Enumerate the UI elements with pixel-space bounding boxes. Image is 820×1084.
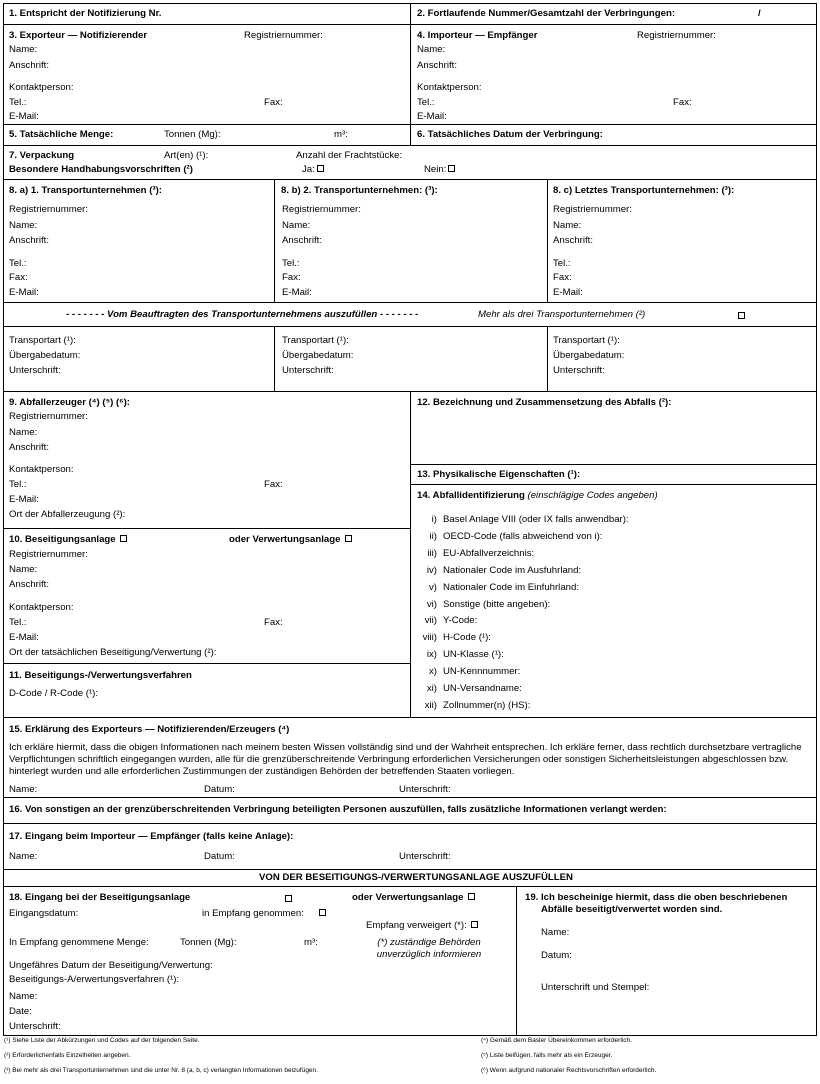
waste-id-item-label: OECD-Code (falls abweichend von i): — [443, 530, 603, 542]
carrier-b-sign: Unterschrift: — [282, 365, 334, 376]
facility-banner-text: VON DER BESEITIGUNGS-/VERWERTUNGSANLAGE AUSZUFÜLLEN — [259, 872, 573, 883]
section-5 — [3, 124, 411, 146]
waste-id-item-label: Nationaler Code im Einfuhrland: — [443, 581, 579, 593]
disposal-facility-checkbox[interactable] — [120, 535, 127, 542]
importer-tel-label: Tel.: — [417, 97, 435, 108]
section-15-declaration — [3, 717, 817, 798]
section-9-title: 9. Abfallerzeuger (⁴) (⁵) (⁶): — [9, 397, 130, 408]
waste-id-item-label: Basel Anlage VIII (oder IX falls anwendbar): — [443, 514, 629, 525]
carrier-b-address: Anschrift: — [282, 235, 322, 246]
waste-id-item-label: H-Code (¹): — [443, 632, 491, 644]
waste-id-item — [411, 514, 816, 527]
facility-email: E-Mail: — [9, 632, 39, 643]
carrier-b-tel: Tel.: — [282, 258, 300, 269]
producer-contact: Kontaktperson: — [9, 464, 74, 475]
footnote-5: (⁵) Liste beifügen, falls mehr als ein Erzeuger. — [481, 1052, 613, 1059]
section-17-receipt — [3, 823, 817, 870]
section-13-properties — [410, 464, 817, 485]
section-9-producer — [3, 391, 411, 529]
special-handling-label: Besondere Handhabungsvorschriften (²) — [9, 164, 193, 175]
waste-id-item — [411, 649, 816, 662]
receipt-date: Datum: — [204, 851, 235, 862]
waste-id-item-number: viii) — [422, 632, 437, 644]
waste-id-item-label: UN-Versandname: — [443, 683, 522, 694]
received-tonnes-label: Tonnen (Mg): — [180, 937, 237, 948]
quantity-m3-label: m³: — [334, 129, 348, 140]
waste-id-item — [411, 565, 816, 578]
rejected-checkbox[interactable] — [471, 921, 478, 928]
carrier-a-tel: Tel.: — [9, 258, 27, 269]
facility-site: Ort der tatsächlichen Beseitigung/Verwertung (²): — [9, 647, 217, 658]
shipment-slash: / — [758, 8, 761, 19]
section-8b-title: 8. b) 2. Transportunternehmen: (³): — [281, 185, 438, 196]
footnote-3: (³) Bei mehr als drei Transportunternehmen sind die unter Nr. 8 (a, b, c) verlangten Informationen beizufügen. — [4, 1067, 318, 1074]
section-3-title: 3. Exporteur — Notifizierender — [9, 30, 148, 41]
importer-fax-label: Fax: — [673, 97, 692, 108]
carrier-c-email: E-Mail: — [553, 287, 583, 298]
waste-id-item-number: vii) — [424, 615, 437, 627]
carrier-agent-banner-text: - - - - - - - Vom Beauftragten des Transportunternehmens auszufüllen - - - - - - - — [66, 309, 419, 320]
section-12-title: 12. Bezeichnung und Zusammensetzung des Abfalls (²): — [417, 397, 672, 408]
exporter-address-label: Anschrift: — [9, 60, 49, 71]
carrier-a-name: Name: — [9, 220, 38, 231]
carrier-b-name: Name: — [282, 220, 311, 231]
section-14-title: 14. Abfallidentifizierung — [417, 490, 525, 501]
importer-contact-label: Kontaktperson: — [417, 82, 482, 93]
yes-label: Ja: — [302, 164, 315, 175]
section-19-certificate — [516, 886, 817, 1036]
packages-count-label: Anzahl der Frachtstücke: — [296, 150, 403, 161]
facility-contact: Kontaktperson: — [9, 602, 74, 613]
disposal-receipt-checkbox[interactable] — [285, 895, 292, 902]
section-11-operation — [3, 663, 411, 718]
accepted-label: in Empfang genommen: — [202, 908, 304, 919]
facility-receipt-date: Date: — [9, 1006, 32, 1017]
waste-id-item-number: x) — [429, 666, 437, 678]
waste-id-item-number: xi) — [426, 683, 437, 694]
declaration-name: Name: — [9, 784, 38, 795]
waste-id-item-label: Y-Code: — [443, 615, 478, 627]
waste-id-item-number: ii) — [429, 530, 437, 542]
section-19-title: 19. Ich bescheinige hiermit, dass die oben beschriebenen Abfälle beseitigt/verwertet worden sind. — [525, 892, 788, 915]
importer-address-label: Anschrift: — [417, 60, 457, 71]
carrier-c-sign: Unterschrift: — [553, 365, 605, 376]
producer-fax: Fax: — [264, 479, 283, 490]
carrier-c-tel: Tel.: — [553, 258, 571, 269]
section-3-exporter — [3, 24, 411, 125]
carrier-a-mode: Transportart (¹): — [9, 335, 76, 346]
importer-email-label: E-Mail: — [417, 111, 447, 122]
facility-name: Name: — [9, 564, 38, 575]
section-8a-title: 8. a) 1. Transportunternehmen (³): — [9, 185, 162, 196]
exporter-registration-label: Registriernummer: — [244, 30, 323, 41]
carrier-a-fax: Fax: — [9, 272, 28, 283]
carrier-c-mode: Transportart (¹): — [553, 335, 620, 346]
quantity-tonnes-label: Tonnen (Mg): — [164, 129, 221, 140]
carrier-c-date: Übergabedatum: — [553, 350, 625, 361]
producer-registration: Registriernummer: — [9, 411, 88, 422]
recovery-facility-label: oder Verwertungsanlage — [229, 534, 341, 545]
facility-receipt-sign: Unterschrift: — [9, 1021, 61, 1032]
rejected-label: Empfang verweigert (*): — [366, 920, 467, 931]
carrier-c-registration: Registriernummer: — [553, 204, 632, 215]
section-7-packaging — [3, 145, 817, 180]
yes-checkbox[interactable] — [317, 165, 324, 172]
rejected — [366, 920, 478, 932]
accepted-checkbox[interactable] — [319, 909, 326, 916]
special-handling-yes — [302, 164, 324, 176]
carrier-a-sign: Unterschrift: — [9, 365, 61, 376]
section-8c-title: 8. c) Letztes Transportunternehmen: (³): — [553, 185, 735, 196]
section-5-title: 5. Tatsächliche Menge: — [9, 129, 114, 140]
section-14-identification — [410, 484, 817, 718]
waste-id-item — [411, 582, 816, 595]
footnote-4: (⁴) Gemäß dem Basler Übereinkommen erforderlich. — [481, 1037, 632, 1044]
facility-address: Anschrift: — [9, 579, 49, 590]
section-1 — [3, 3, 411, 25]
waste-id-item-number: xii) — [424, 699, 437, 711]
section-6 — [410, 124, 817, 146]
section-1-title: 1. Entspricht der Notifizierung Nr. — [9, 8, 162, 19]
received-m3-label: m³: — [304, 937, 318, 948]
movement-document-form — [3, 3, 817, 1079]
carrier-b-handover — [274, 326, 548, 392]
exporter-tel-label: Tel.: — [9, 97, 27, 108]
carrier-a-registration: Registriernummer: — [9, 204, 88, 215]
recovery-receipt-checkbox[interactable] — [468, 893, 475, 900]
certificate-name: Name: — [541, 927, 570, 938]
waste-id-item-label: UN-Kennnummer: — [443, 666, 521, 678]
waste-id-item-label: Nationaler Code im Ausfuhrland: — [443, 564, 582, 576]
carrier-c-fax: Fax: — [553, 272, 572, 283]
procedure-label: Beseitigungs-A/erwertungsverfahren (¹): — [9, 974, 180, 985]
section-4-importer — [410, 24, 817, 125]
section-11-title: 11. Beseitigungs-/Verwertungsverfahren — [9, 670, 192, 681]
receipt-sign: Unterschrift: — [399, 851, 451, 862]
recovery-receipt — [352, 892, 475, 904]
importer-name-label: Name: — [417, 44, 446, 55]
waste-id-item-label: Zollnummer(n) (HS): — [443, 699, 531, 711]
section-4-title: 4. Importeur — Empfänger — [417, 30, 538, 41]
section-16-additional — [3, 797, 817, 824]
declaration-text: Ich erkläre hiermit, dass die obigen Informationen nach meinem besten Wissen vollständig sind und der Wahrheit entsprechen. Ich erkläre ferner, dass rechtlich durchsetzbare vertragliche Verpflichtungen schriftlich eingegangen wurden, alle für die grenzüberschreitende Verbringung erforderlichen Versicherungen oder sonstigen Sicherheitsleistungen abgeschlossen bzw. hinterlegt wurden und alle erforderlichen Zustimmungen der zuständigen Behörden der betreffenden Staaten vorliegen. — [9, 742, 802, 777]
producer-email: E-Mail: — [9, 494, 39, 505]
waste-id-item-number: i) — [431, 514, 437, 525]
disposal-facility-label: 10. Beseitigungsanlage — [9, 534, 116, 545]
carrier-agent-banner — [3, 302, 817, 327]
importer-registration-label: Registriernummer: — [637, 30, 716, 41]
waste-id-item-number: iv) — [426, 564, 437, 576]
facility-tel: Tel.: — [9, 617, 27, 628]
section-6-title: 6. Tatsächliches Datum der Verbringung: — [417, 129, 603, 140]
carrier-a-email: E-Mail: — [9, 287, 39, 298]
facility-receipt-name: Name: — [9, 991, 38, 1002]
section-13-title: 13. Physikalische Eigenschaften (¹): — [417, 469, 581, 480]
section-18-title: 18. Eingang bei der Beseitigungsanlage — [9, 892, 191, 903]
carrier-b-mode: Transportart (¹): — [282, 335, 349, 346]
waste-id-item — [411, 531, 816, 544]
declaration-sign: Unterschrift: — [399, 784, 451, 795]
waste-id-list — [411, 485, 816, 717]
recovery-facility — [229, 534, 352, 546]
exporter-contact-label: Kontaktperson: — [9, 82, 74, 93]
producer-name: Name: — [9, 427, 38, 438]
accepted — [202, 908, 326, 920]
exporter-name-label: Name: — [9, 44, 38, 55]
waste-id-item-number: ix) — [426, 649, 437, 661]
declaration-date: Datum: — [204, 784, 235, 795]
section-8c-carrier — [547, 179, 817, 303]
section-7-title: 7. Verpackung — [9, 150, 75, 161]
more-carriers-label: Mehr als drei Transportunternehmen (²) — [478, 309, 646, 320]
waste-id-item — [411, 599, 816, 612]
footnote-1: (¹) Siehe Liste der Abkürzungen und Codes auf der folgenden Seite. — [4, 1037, 200, 1044]
special-handling-no — [424, 164, 455, 176]
inform-authorities-note: (*) zuständige Behörden unverzüglich informieren — [376, 937, 482, 960]
section-10-title — [9, 534, 127, 546]
waste-id-item-number: iii) — [427, 547, 437, 559]
waste-id-item — [411, 700, 816, 713]
carrier-c-handover — [547, 326, 817, 392]
carrier-c-name: Name: — [553, 220, 582, 231]
section-12-composition — [410, 391, 817, 465]
facility-registration: Registriernummer: — [9, 549, 88, 560]
facility-fax: Fax: — [264, 617, 283, 628]
no-checkbox[interactable] — [448, 165, 455, 172]
carrier-a-handover — [3, 326, 275, 392]
recovery-facility-checkbox[interactable] — [345, 535, 352, 542]
waste-id-item-label: UN-Klasse (¹): — [443, 649, 504, 661]
waste-id-item — [411, 548, 816, 561]
waste-id-item-number: v) — [429, 581, 437, 593]
carrier-a-date: Übergabedatum: — [9, 350, 81, 361]
section-18-facility-receipt — [3, 886, 517, 1036]
recovery-receipt-label: oder Verwertungsanlage — [352, 892, 464, 903]
approx-date-label: Ungefähres Datum der Beseitigung/Verwertung: — [9, 960, 213, 971]
section-8a-carrier — [3, 179, 275, 303]
receipt-date-label: Eingangsdatum: — [9, 908, 79, 919]
more-carriers-checkbox[interactable] — [738, 312, 745, 319]
section-14-note: (einschlägige Codes angeben) — [527, 490, 658, 501]
carrier-b-fax: Fax: — [282, 272, 301, 283]
producer-address: Anschrift: — [9, 442, 49, 453]
operation-code-label: D-Code / R-Code (¹): — [9, 688, 99, 699]
section-8b-carrier — [274, 179, 548, 303]
carrier-b-registration: Registriernummer: — [282, 204, 361, 215]
section-10-facility — [3, 528, 411, 664]
section-17-title: 17. Eingang beim Importeur — Empfänger (falls keine Anlage): — [9, 831, 294, 842]
section-16-title: 16. Von sonstigen an der grenzüberschreitenden Verbringung beteiligten Personen auszufüllen, falls zusätzliche Informationen verlangt werden: — [9, 804, 667, 815]
receipt-name: Name: — [9, 851, 38, 862]
facility-banner — [3, 869, 817, 887]
footnote-6: (⁶) Wenn aufgrund nationaler Rechtsvorschriften erforderlich. — [481, 1067, 657, 1074]
footnotes — [3, 1036, 817, 1080]
section-2-title: 2. Fortlaufende Nummer/Gesamtzahl der Verbringungen: — [417, 8, 676, 19]
producer-tel: Tel.: — [9, 479, 27, 490]
packaging-types-label: Art(en) (¹): — [164, 150, 209, 161]
carrier-b-date: Übergabedatum: — [282, 350, 354, 361]
waste-id-item — [411, 666, 816, 679]
section-15-title: 15. Erklärung des Exporteurs — Notifizierenden/Erzeugers (⁴) — [9, 724, 290, 735]
exporter-fax-label: Fax: — [264, 97, 283, 108]
producer-site: Ort der Abfallerzeugung (²): — [9, 509, 126, 520]
carrier-c-address: Anschrift: — [553, 235, 593, 246]
received-quantity-label: In Empfang genommene Menge: — [9, 937, 149, 948]
certificate-date: Datum: — [541, 950, 572, 961]
section-2 — [410, 3, 817, 25]
waste-id-item-label: EU-Abfallverzeichnis: — [443, 547, 535, 559]
footnote-2: (²) Erforderlichenfalls Einzelheiten angeben. — [4, 1052, 131, 1059]
exporter-email-label: E-Mail: — [9, 111, 39, 122]
waste-id-item — [411, 632, 816, 645]
waste-id-item — [411, 683, 816, 696]
carrier-a-address: Anschrift: — [9, 235, 49, 246]
carrier-b-email: E-Mail: — [282, 287, 312, 298]
certificate-sign: Unterschrift und Stempel: — [541, 982, 650, 993]
waste-id-item-label: Sonstige (bitte angeben): — [443, 598, 551, 610]
no-label: Nein: — [424, 164, 447, 175]
waste-id-item — [411, 615, 816, 628]
waste-id-item-number: vi) — [426, 598, 437, 610]
